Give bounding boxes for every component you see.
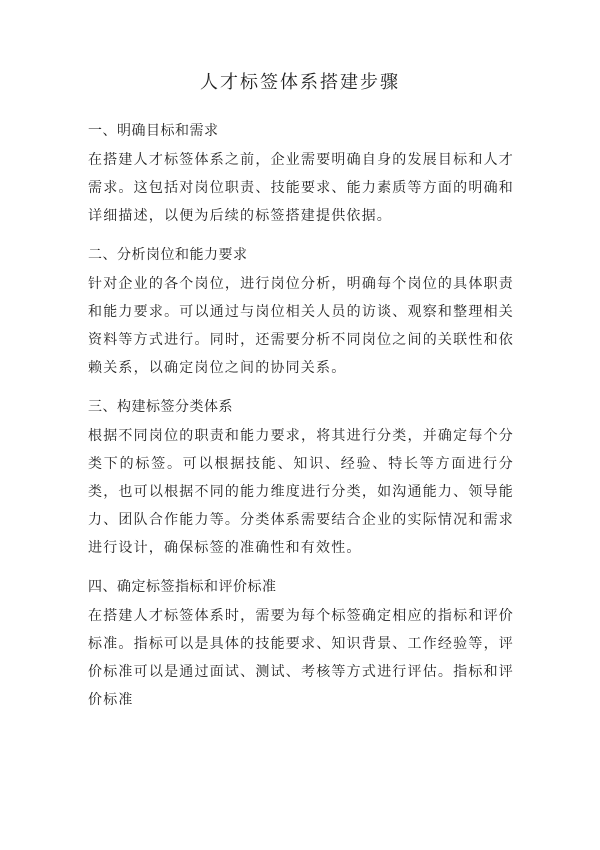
- section-heading: 二、分析岗位和能力要求: [88, 247, 248, 263]
- section-heading: 一、明确目标和需求: [88, 123, 219, 139]
- document-title: 人才标签体系搭建步骤: [200, 72, 400, 93]
- section-paragraph: 针对企业的各个岗位，进行岗位分析，明确每个岗位的具体职责和能力要求。可以通过与岗位相关人员的访谈、观察和整理相关资料等方式进行。同时，还需要分析不同岗位之间的关联性和依赖关系，以确定岗位之间的协同关系。: [88, 276, 514, 376]
- section-2: [88, 244, 514, 382]
- section-1: [88, 120, 514, 230]
- section-paragraph: 根据不同岗位的职责和能力要求，将其进行分类，并确定每个分类下的标签。可以根据技能、知识、经验、特长等方面进行分类，也可以根据不同的能力维度进行分类，如沟通能力、领导能力、团队合作能力等。分类体系需要结合企业的实际情况和需求进行设计，确保标签的准确性和有效性。: [88, 428, 514, 556]
- document-body: [88, 120, 514, 728]
- section-4: [88, 576, 514, 714]
- section-heading: 三、构建标签分类体系: [88, 399, 233, 415]
- section-heading: 四、确定标签指标和评价标准: [88, 579, 277, 595]
- section-paragraph: 在搭建人才标签体系之前，企业需要明确自身的发展目标和人才需求。这包括对岗位职责、技能要求、能力素质等方面的明确和详细描述，以便为后续的标签搭建提供依据。: [88, 152, 514, 224]
- section-3: [88, 396, 514, 562]
- section-paragraph: 在搭建人才标签体系时，需要为每个标签确定相应的指标和评价标准。指标可以是具体的技能要求、知识背景、工作经验等，评价标准可以是通过面试、测试、考核等方式进行评估。指标和评价标准: [88, 608, 514, 708]
